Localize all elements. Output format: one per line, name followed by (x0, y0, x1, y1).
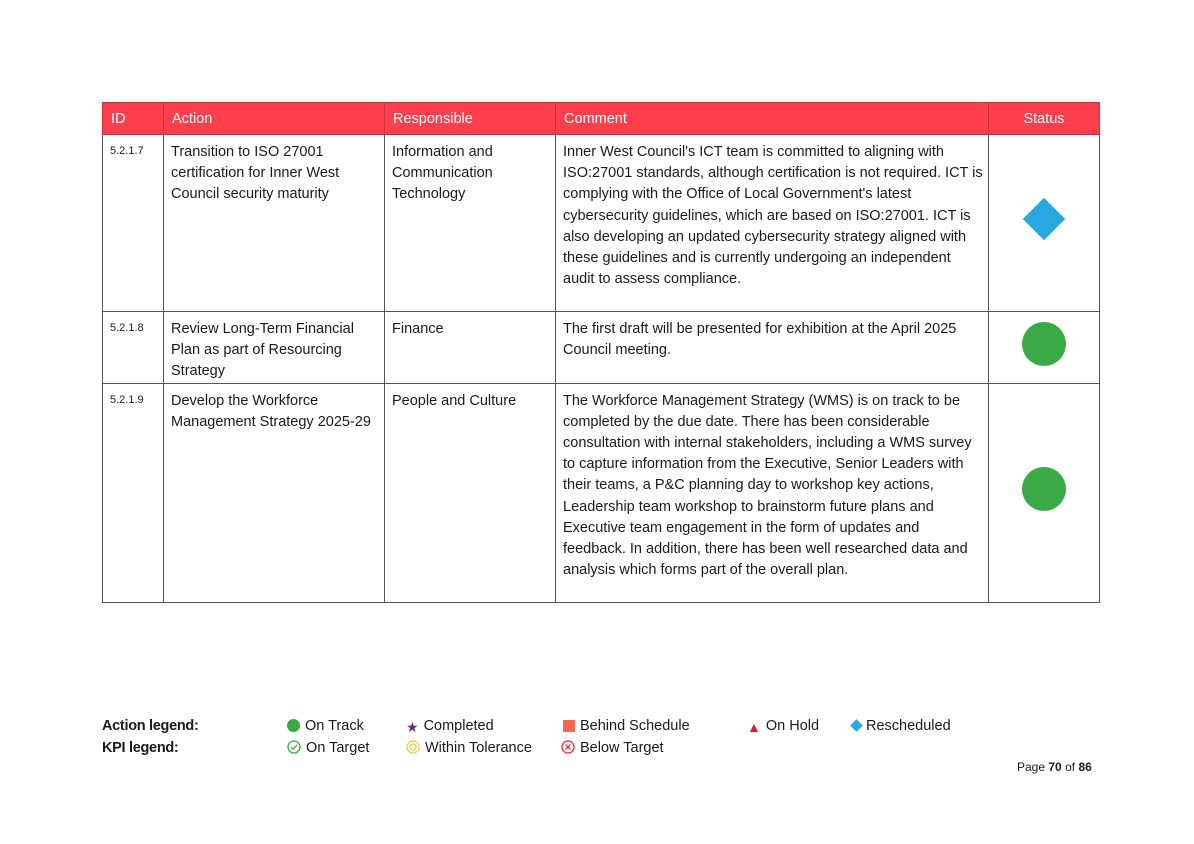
green-circle-icon (1022, 322, 1066, 366)
row-id: 5.2.1.8 (103, 312, 164, 384)
row-comment: Inner West Council's ICT team is committed to aligning with ISO:27001 standards, although certification is not required. ICT is complying with the Office of Local Government's latest cybersecurity guidelines, which are based on ISO:27001. ICT is also developing an updated cybersecurity strategy aligned with these guidelines and is currently undergoing an independent audit to assess compliance. (556, 135, 989, 312)
table-row (103, 383, 1100, 602)
concentric-circle-icon (406, 740, 420, 758)
row-responsible: Finance (385, 312, 556, 384)
row-responsible: People and Culture (385, 383, 556, 602)
green-circle-icon (1022, 467, 1066, 511)
row-status (989, 312, 1100, 384)
legend-item-on-target: On Target (287, 740, 369, 758)
row-status (989, 135, 1100, 312)
header-id: ID (103, 103, 164, 135)
legend-item-below-target: Below Target (561, 740, 664, 758)
green-circle-icon (287, 719, 300, 732)
header-comment: Comment (556, 103, 989, 135)
legend-item-rescheduled: Rescheduled (850, 718, 951, 734)
table-header-row (103, 103, 1100, 135)
x-circle-icon (561, 740, 575, 758)
kpi-legend-label: KPI legend: (102, 740, 179, 756)
page-number: Page 70 of 86 (1017, 760, 1092, 774)
row-id: 5.2.1.7 (103, 135, 164, 312)
blue-diamond-icon (850, 719, 863, 732)
table-row (103, 312, 1100, 384)
legend-item-on-hold: ▲ On Hold (747, 718, 820, 735)
row-responsible: Information and Communication Technology (385, 135, 556, 312)
purple-star-icon: ★ (406, 719, 419, 735)
legend-item-on-track: On Track (287, 718, 364, 734)
orange-square-icon (563, 720, 575, 732)
row-comment: The first draft will be presented for exhibition at the April 2025 Council meeting. (556, 312, 989, 384)
header-status: Status (989, 103, 1100, 135)
row-comment: The Workforce Management Strategy (WMS) is on track to be completed by the due date. There has been considerable consultation with internal stakeholders, including a WMS survey to capture information from the Executive, Senior Leaders with their teams, a P&C planning day to workshop key actions, Leadership team workshop to brainstorm future plans and Executive team engagement in the form of updates and feedback. In addition, there has been well researched data and analysis which forms part of the overall plan. (556, 383, 989, 602)
blue-diamond-icon (1023, 198, 1065, 240)
header-responsible: Responsible (385, 103, 556, 135)
row-action: Develop the Workforce Management Strategy 2025-29 (164, 383, 385, 602)
row-action: Review Long-Term Financial Plan as part of Resourcing Strategy (164, 312, 385, 384)
actions-table (102, 102, 1100, 603)
row-action: Transition to ISO 27001 certification for Inner West Council security maturity (164, 135, 385, 312)
row-id: 5.2.1.9 (103, 383, 164, 602)
check-circle-icon (287, 740, 301, 758)
legend-item-within-tolerance: Within Tolerance (406, 740, 532, 758)
legend-item-completed: ★ Completed (406, 718, 494, 735)
red-triangle-icon: ▲ (747, 719, 761, 735)
action-legend-label: Action legend: (102, 718, 199, 734)
row-status (989, 383, 1100, 602)
table-row (103, 135, 1100, 312)
legend-item-behind-schedule: Behind Schedule (563, 718, 690, 734)
header-action: Action (164, 103, 385, 135)
